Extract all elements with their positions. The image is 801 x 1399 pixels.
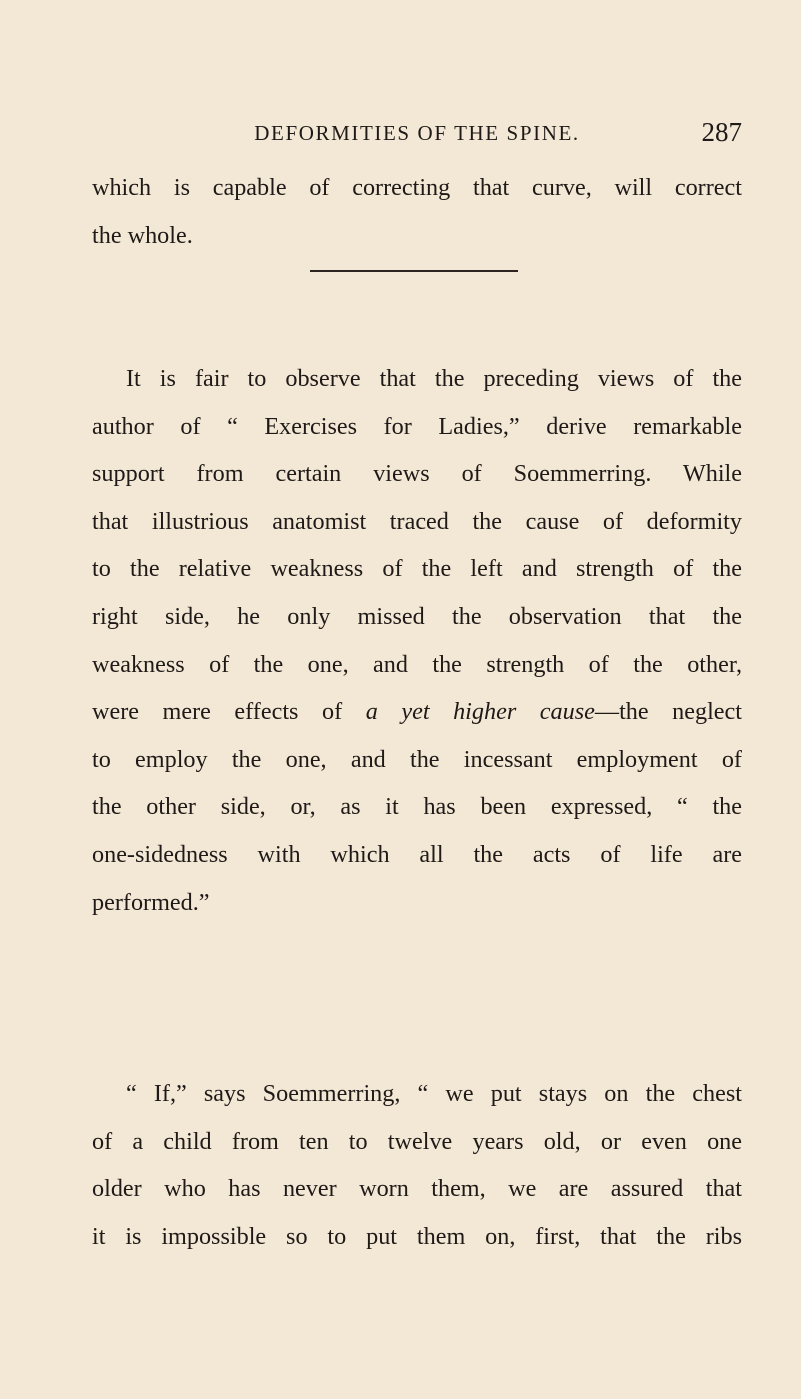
paragraph-line: one-sidedness with which all the acts of life are	[92, 840, 742, 868]
paragraph-line: which is capable of correcting that curve, will correct	[92, 174, 742, 201]
paragraph-line: author of “ Exercises for Ladies,” derive remarkable	[92, 412, 742, 440]
continuation-paragraph	[92, 164, 742, 259]
quote-paragraph	[92, 1070, 742, 1260]
paragraph-line: to employ the one, and the incessant employment of	[92, 745, 742, 773]
paragraph-line: of a child from ten to twelve years old, or even one	[92, 1127, 742, 1155]
page-number: 287	[701, 117, 742, 147]
running-head: DEFORMITIES OF THE SPINE.	[254, 121, 580, 145]
paragraph-line: to the relative weakness of the left and strength of the	[92, 555, 742, 583]
paragraph-line-with-italic	[92, 688, 742, 736]
paragraph-line: performed.”	[92, 888, 210, 916]
paragraph-line: older who has never worn them, we are assured that	[92, 1175, 742, 1203]
text-segment: were mere effects of	[92, 698, 366, 726]
paragraph-line: support from certain views of Soemmerring. While	[92, 460, 742, 488]
paragraph-line: that illustrious anatomist traced the cause of deformity	[92, 507, 742, 535]
text-segment: —the neglect	[594, 698, 742, 726]
paragraph-line: the other side, or, as it has been expressed, “ the	[92, 793, 742, 821]
section-divider	[310, 270, 518, 272]
paragraph-line: right side, he only missed the observation that the	[92, 602, 742, 630]
main-paragraph	[92, 355, 742, 926]
paragraph-line: it is impossible so to put them on, first, that the ribs	[92, 1222, 742, 1250]
paragraph-line: “ If,” says Soemmerring, “ we put stays on the chest	[126, 1080, 742, 1107]
paragraph-line: weakness of the one, and the strength of the other,	[92, 650, 742, 678]
page-header	[92, 117, 742, 147]
paragraph-line: the whole.	[92, 221, 193, 249]
italic-phrase: a yet higher cause	[365, 698, 595, 726]
paragraph-line: It is fair to observe that the preceding views of the	[126, 365, 742, 392]
